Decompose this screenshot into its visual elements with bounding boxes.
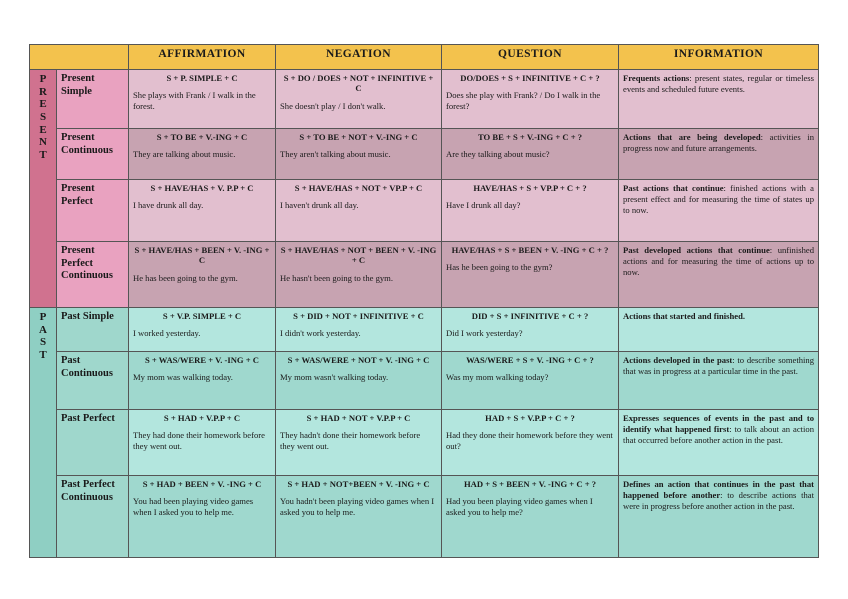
info-key: Expresses sequences of events in the past and to identify what happened first: [623, 413, 814, 435]
example: My mom was walking today.: [133, 372, 233, 383]
info-key: Past developed actions that continue: [623, 245, 770, 255]
negation-cell: [276, 70, 442, 129]
information-cell: [619, 352, 819, 410]
info-key: Actions that started and finished.: [623, 311, 745, 321]
example: Has he been going to the gym?: [446, 262, 553, 273]
question-cell: [442, 129, 619, 180]
header-information: INFORMATION: [619, 45, 819, 70]
example: You hadn't been playing video games when I asked you to help me.: [280, 496, 435, 518]
formula: DID + S + INFINITIVE + C + ?: [471, 311, 589, 321]
info-text: : present states, regular or timeless events and scheduled future events.: [623, 73, 814, 95]
formula: S + WAS/WERE + NOT + V. -ING + C: [287, 355, 430, 365]
formula: S + HAD + NOT + V.P.P + C: [306, 413, 411, 423]
tense-name: Present Perfect Continuous: [57, 242, 129, 308]
formula: WAS/WERE + S + V. -ING + C + ?: [466, 355, 594, 365]
row-past-perfect: [30, 410, 819, 476]
formula: S + HAVE/HAS + NOT + VP.P + C: [294, 183, 423, 193]
example: They had done their homework before they went out.: [133, 430, 265, 452]
row-present-perfect-continuous: [30, 242, 819, 308]
example: Have I drunk all day?: [446, 200, 521, 211]
example: He hasn't been going to the gym.: [280, 272, 394, 283]
header-question: QUESTION: [442, 45, 619, 70]
formula: DO/DOES + S + INFINITIVE + C + ?: [460, 73, 600, 83]
information-cell: [619, 70, 819, 129]
tense-name: Present Simple: [57, 70, 129, 129]
affirmation-cell: [129, 410, 276, 476]
example: I have drunk all day.: [133, 200, 204, 211]
header-corner: [30, 45, 129, 70]
header-negation: NEGATION: [276, 45, 442, 70]
row-past-simple: [30, 308, 819, 352]
tense-name: Past Perfect Continuous: [57, 476, 129, 558]
formula: S + HAVE/HAS + BEEN + V. -ING + C: [134, 245, 270, 266]
header-affirmation: AFFIRMATION: [129, 45, 276, 70]
formula: S + P. SIMPLE + C: [166, 73, 238, 83]
info-key: Past actions that continue: [623, 183, 724, 193]
affirmation-cell: [129, 476, 276, 558]
row-present-continuous: [30, 129, 819, 180]
info-text: : activities in progress now and future arrangements.: [623, 132, 814, 154]
information-cell: [619, 180, 819, 242]
information-cell: [619, 410, 819, 476]
example: You had been playing video games when I asked you to help me.: [133, 496, 254, 518]
group-past-label: P A S T: [30, 308, 57, 558]
formula: S + TO BE + V.-ING + C: [156, 132, 248, 142]
information-cell: [619, 242, 819, 308]
question-cell: [442, 476, 619, 558]
formula: S + TO BE + NOT + V.-ING + C: [299, 132, 418, 142]
example: Does she play with Frank? / Do I walk in the forest?: [446, 90, 601, 112]
formula: S + HAD + V.P.P + C: [163, 413, 241, 423]
formula: S + HAD + NOT+BEEN + V. -ING + C: [287, 479, 430, 489]
row-present-simple: [30, 70, 819, 129]
info-text: : to describe something that was in progress at a particular time in the past.: [623, 355, 814, 377]
example: My mom wasn't walking today.: [280, 372, 389, 383]
formula: S + WAS/WERE + V. -ING + C: [144, 355, 260, 365]
tense-name: Present Perfect: [57, 180, 129, 242]
question-cell: [442, 242, 619, 308]
example: They are talking about music.: [133, 149, 236, 160]
example: She doesn't play / I don't walk.: [280, 100, 386, 111]
info-key: Actions that are being developed: [623, 132, 761, 142]
formula: HAVE/HAS + S + VP.P + C + ?: [473, 183, 587, 193]
question-cell: [442, 70, 619, 129]
question-cell: [442, 308, 619, 352]
row-past-continuous: [30, 352, 819, 410]
formula: HAD + S + BEEN + V. -ING + C + ?: [463, 479, 597, 489]
info-key: Frequents actions: [623, 73, 690, 83]
negation-cell: [276, 129, 442, 180]
question-cell: [442, 180, 619, 242]
affirmation-cell: [129, 352, 276, 410]
formula: S + HAVE/HAS + NOT + BEEN + V. -ING + C: [280, 245, 437, 266]
affirmation-cell: [129, 180, 276, 242]
example: I didn't work yesterday.: [280, 328, 361, 339]
formula: HAD + S + V.P.P + C + ?: [485, 413, 575, 423]
formula: S + DID + NOT + INFINITIVE + C: [293, 311, 424, 321]
tense-name: Past Continuous: [57, 352, 129, 410]
info-text: : unfinished actions and for measuring the time of actions up to now.: [623, 245, 814, 278]
information-cell: [619, 129, 819, 180]
tense-name: Past Perfect: [57, 410, 129, 476]
negation-cell: [276, 410, 442, 476]
formula: S + HAVE/HAS + V. P.P + C: [150, 183, 254, 193]
example: He has been going to the gym.: [133, 272, 238, 283]
affirmation-cell: [129, 308, 276, 352]
info-key: Actions developed in the past: [623, 355, 733, 365]
tense-name: Past Simple: [57, 308, 129, 352]
formula: S + DO / DOES + NOT + INFINITIVE + C: [283, 73, 434, 94]
formula: S + HAD + BEEN + V. -ING + C: [142, 479, 262, 489]
formula: TO BE + S + V.-ING + C + ?: [477, 132, 583, 142]
information-cell: [619, 476, 819, 558]
grammar-table: [29, 44, 819, 558]
affirmation-cell: [129, 129, 276, 180]
question-cell: [442, 352, 619, 410]
information-cell: [619, 308, 819, 352]
example: They aren't talking about music.: [280, 149, 391, 160]
group-present-label: P R E S E N T: [30, 70, 57, 308]
example: She plays with Frank / I walk in the forest.: [133, 90, 256, 112]
negation-cell: [276, 352, 442, 410]
example: I haven't drunk all day.: [280, 200, 359, 211]
example: They hadn't done their homework before they went out.: [280, 430, 421, 452]
example: I worked yesterday.: [133, 328, 201, 339]
question-cell: [442, 410, 619, 476]
info-key: Defines an action that continues in the past that happened before another: [623, 479, 814, 501]
negation-cell: [276, 242, 442, 308]
example: Had you been playing video games when I asked you to help me?: [446, 496, 593, 518]
info-text: : to talk about an action that occurred before another action in the past.: [623, 424, 815, 446]
negation-cell: [276, 180, 442, 242]
info-text: : finished actions with a present effect and for measuring the time of states up to now.: [623, 183, 814, 216]
negation-cell: [276, 308, 442, 352]
row-past-perfect-continuous: [30, 476, 819, 558]
tense-name: Present Continuous: [57, 129, 129, 180]
header-row: [30, 45, 819, 70]
row-present-perfect: [30, 180, 819, 242]
formula: S + V.P. SIMPLE + C: [162, 311, 242, 321]
negation-cell: [276, 476, 442, 558]
example: Was my mom walking today?: [446, 372, 549, 383]
example: Are they talking about music?: [446, 149, 550, 160]
example: Did I work yesterday?: [446, 328, 523, 339]
formula: HAVE/HAS + S + BEEN + V. -ING + C + ?: [451, 245, 609, 255]
affirmation-cell: [129, 70, 276, 129]
info-text: : to describe actions that were in progress before another action in the past.: [623, 490, 814, 512]
affirmation-cell: [129, 242, 276, 308]
example: Had they done their homework before they went out?: [446, 430, 613, 452]
